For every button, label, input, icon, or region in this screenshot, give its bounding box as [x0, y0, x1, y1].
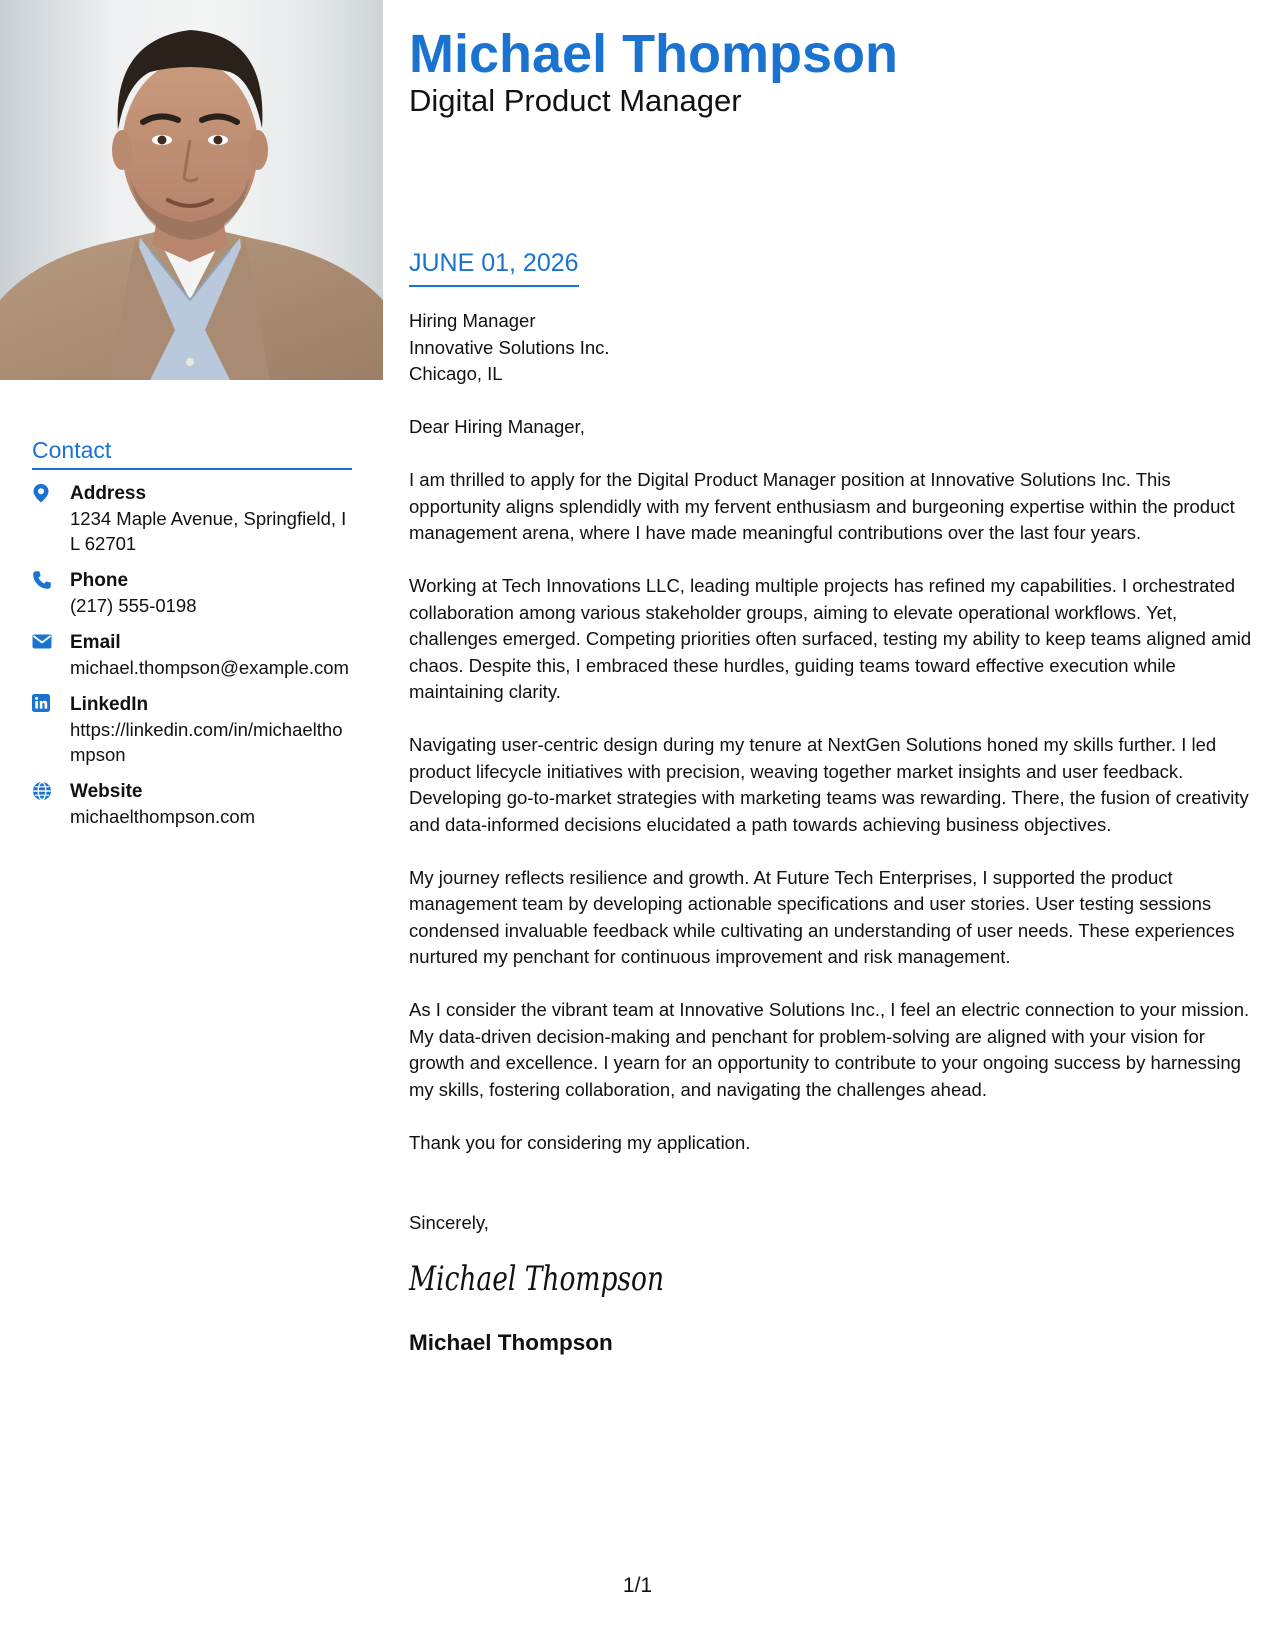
- portrait-photo: [0, 0, 383, 380]
- recipient-line: Hiring Manager: [409, 310, 536, 331]
- contact-phone: [32, 569, 352, 618]
- letter-paragraph: I am thrilled to apply for the Digital Product Manager position at Innovative Solutions Inc. This opportunity aligns splendidly with my fervent enthusiasm and burgeoning expertise within the product management arena, where I have made meaningful contributions over the last four years.: [409, 469, 1235, 543]
- contact-website: [32, 780, 352, 829]
- address-value: 1234 Maple Avenue, Springfield, IL 62701: [70, 507, 347, 554]
- profile-photo: [0, 0, 383, 380]
- recipient-block: [409, 308, 1255, 388]
- letter-date: JUNE 01, 2026: [409, 247, 579, 287]
- handwritten-signature: [409, 1250, 1255, 1308]
- letter-paragraph: As I consider the vibrant team at Innovative Solutions Inc., I feel an electric connection to your mission. My data-driven decision-making and penchant for problem-solving are aligned with your vision for growth and excellence. I yearn for an opportunity to contribute to your ongoing success by harnessing my skills, fostering collaboration, and navigating the challenges ahead.: [409, 999, 1250, 1100]
- recipient-line: Chicago, IL: [409, 363, 503, 384]
- email-value[interactable]: michael.thompson@example.com: [70, 656, 349, 678]
- contact-address: [32, 482, 352, 556]
- contact-label: Website: [70, 780, 143, 802]
- contact-sidebar: [32, 436, 352, 842]
- signer-name: Michael Thompson: [409, 1330, 613, 1355]
- contact-label: Phone: [70, 569, 129, 591]
- globe-icon: [32, 780, 70, 801]
- linkedin-icon: [32, 693, 70, 712]
- contact-linkedin: [32, 693, 352, 767]
- letter-paragraph: Navigating user-centric design during my tenure at NextGen Solutions honed my skills further. I led product lifecycle initiatives with precision, weaving together market insights and user feedback. Developing go-to-market strategies with marketing teams was rewarding. There, the fusion of creativity and data-informed decisions elucidated a path towards achieving business objectives.: [409, 734, 1249, 835]
- contact-label: Email: [70, 631, 121, 653]
- letter-body: [409, 308, 1255, 1358]
- contact-section-title: Contact: [32, 436, 352, 470]
- website-value[interactable]: michaelthompson.com: [70, 805, 256, 827]
- contact-label: Address: [70, 482, 147, 504]
- linkedin-value[interactable]: https://linkedin.com/in/michaelthompson: [70, 718, 343, 765]
- applicant-name: Michael Thompson: [409, 24, 899, 84]
- location-pin-icon: [32, 482, 70, 503]
- closing: Sincerely,: [409, 1211, 489, 1233]
- letter-paragraph: My journey reflects resilience and growth. At Future Tech Enterprises, I supported the product management team by developing actionable specifications and user stories. User testing sessions condensed invaluable feedback while cultivating an understanding of user needs. These experiences nurtured my penchant for continuous improvement and risk management.: [409, 866, 1235, 967]
- salutation: Dear Hiring Manager,: [409, 416, 585, 437]
- contact-email: [32, 631, 352, 680]
- svg-text:Michael Thompson: Michael Thompson: [408, 1259, 664, 1299]
- page-number: 1/1: [622, 1574, 653, 1597]
- phone-value: (217) 555-0198: [70, 594, 197, 616]
- letter-paragraph: Working at Tech Innovations LLC, leading multiple projects has refined my capabilities. I orchestrated collaboration among various stakeholder groups, aiming to elevate operational workflows. Yet, challenges emerged. Competing priorities often surfaced, testing my ability to keep teams aligned amid chaos. Despite this, I embraced these hurdles, guiding teams toward effective execution while maintaining clarity.: [409, 575, 1252, 702]
- recipient-line: Innovative Solutions Inc.: [409, 336, 610, 358]
- letter-paragraph: Thank you for considering my application.: [409, 1131, 751, 1153]
- phone-icon: [32, 569, 70, 590]
- envelope-icon: [32, 631, 70, 650]
- job-title: Digital Product Manager: [409, 83, 742, 118]
- contact-label: LinkedIn: [70, 693, 149, 715]
